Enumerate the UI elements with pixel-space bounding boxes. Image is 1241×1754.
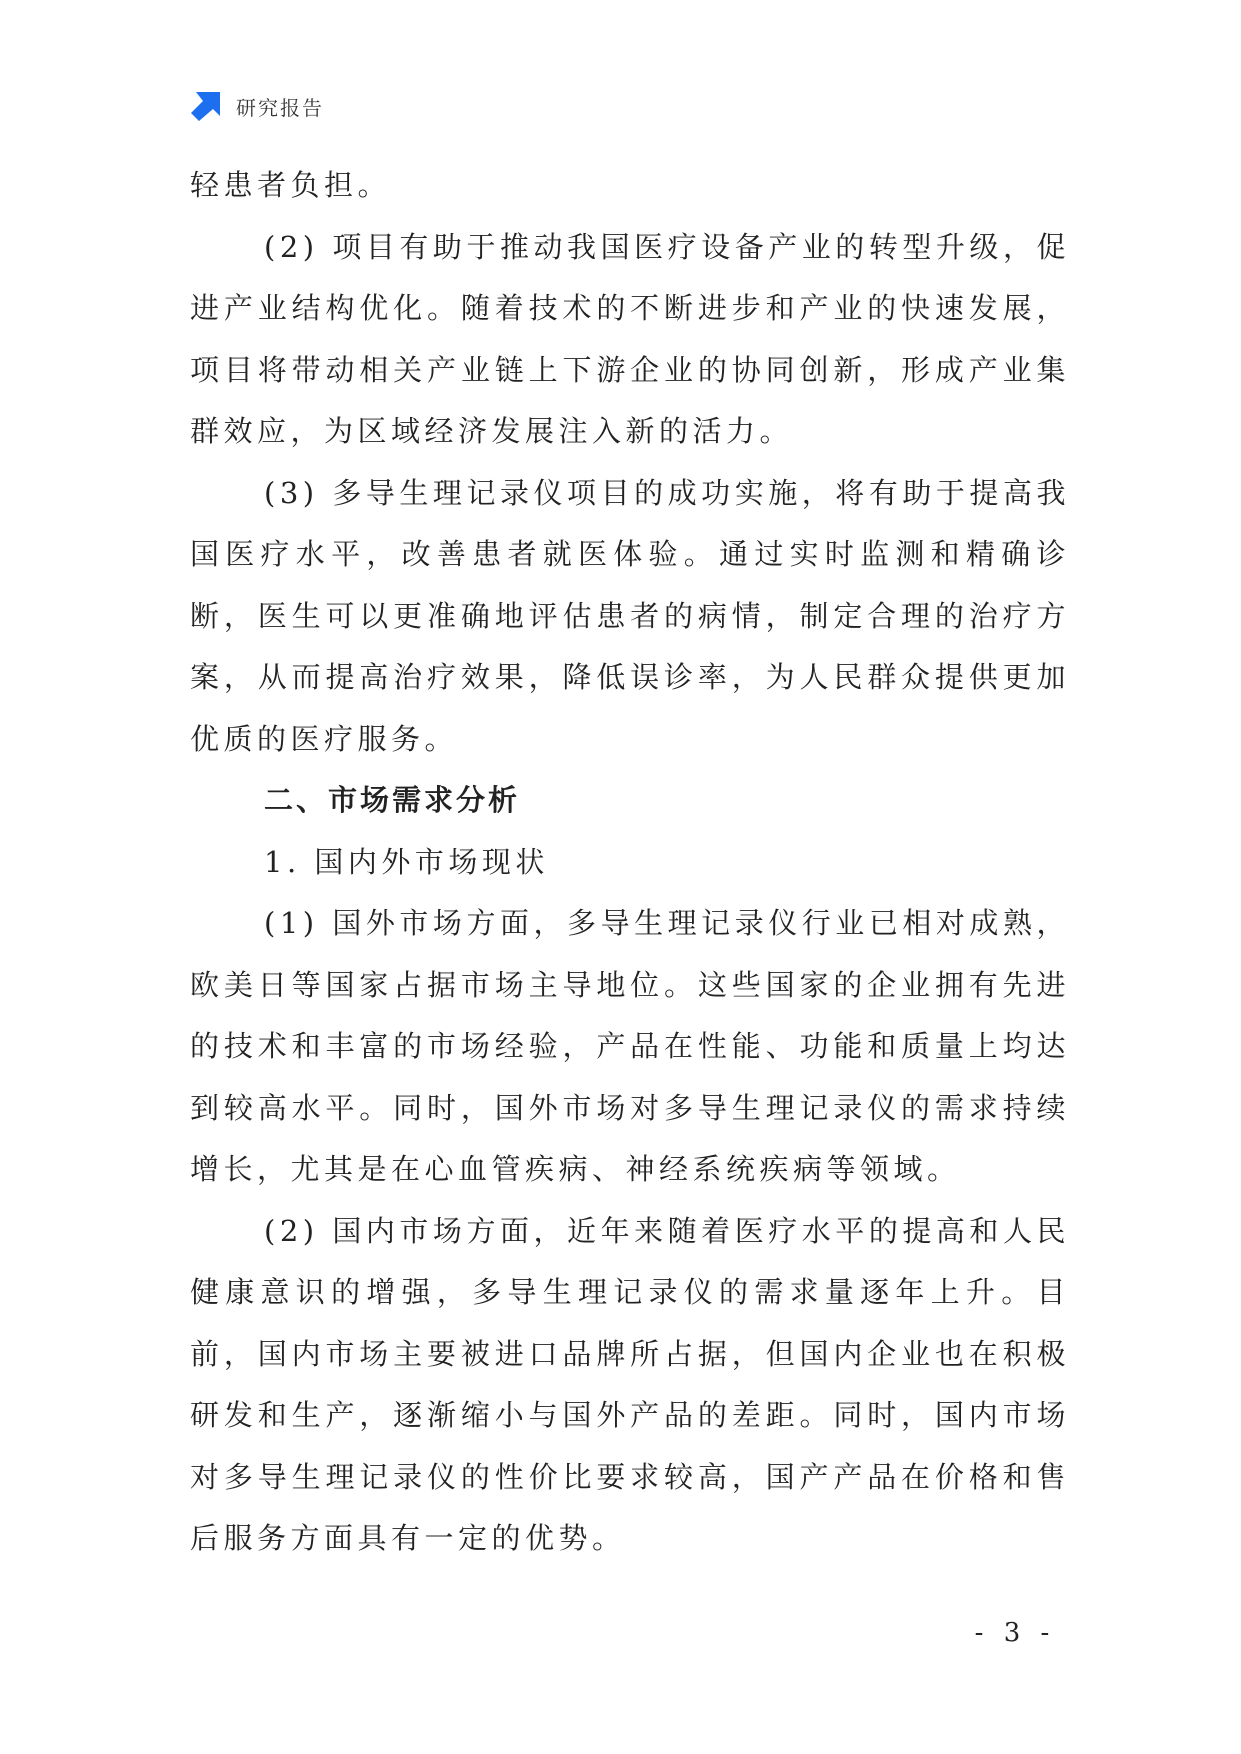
page-number: - 3 - (974, 1618, 1056, 1648)
report-header (190, 88, 324, 124)
subsection-heading-market-status: 1. 国内外市场现状 (264, 844, 549, 879)
header-title: 研究报告 (236, 95, 324, 120)
arrow-up-right-icon (190, 90, 222, 122)
document-body (190, 155, 1070, 1570)
paragraph-domestic-market: (2) 国内市场方面，近年来随着医疗水平的提高和人民健康意识的增强，多导生理记录仪的需求量逐年上升。目前，国内市场主要被进口品牌所占据，但国内企业也在积极研发和生产，逐渐缩小与国外产品的差距。同时，国内市场对多导生理记录仪的性价比要求较高，国产产品在价格和售后服务方面具有一定的优势。 (190, 1213, 1070, 1555)
paragraph-industry-upgrade: (2) 项目有助于推动我国医疗设备产业的转型升级，促进产业结构优化。随着技术的不断进步和产业的快速发展，项目将带动相关产业链上下游企业的协同创新，形成产业集群效应，为区域经济发展注入新的活力。 (190, 229, 1070, 448)
paragraph-medical-level: (3) 多导生理记录仪项目的成功实施，将有助于提高我国医疗水平，改善患者就医体验。通过实时监测和精确诊断，医生可以更准确地评估患者的病情，制定合理的治疗方案，从而提高治疗效果，降低误诊率，为人民群众提供更加优质的医疗服务。 (190, 475, 1070, 756)
paragraph-continuation: 轻患者负担。 (190, 168, 392, 202)
section-heading-market-demand: 二、市场需求分析 (264, 783, 521, 817)
paragraph-foreign-market: (1) 国外市场方面，多导生理记录仪行业已相对成熟，欧美日等国家占据市场主导地位。这些国家的企业拥有先进的技术和丰富的市场经验，产品在性能、功能和质量上均达到较高水平。同时，国外市场对多导生理记录仪的需求持续增长，尤其是在心血管疾病、神经系统疾病等领域。 (190, 906, 1070, 1186)
